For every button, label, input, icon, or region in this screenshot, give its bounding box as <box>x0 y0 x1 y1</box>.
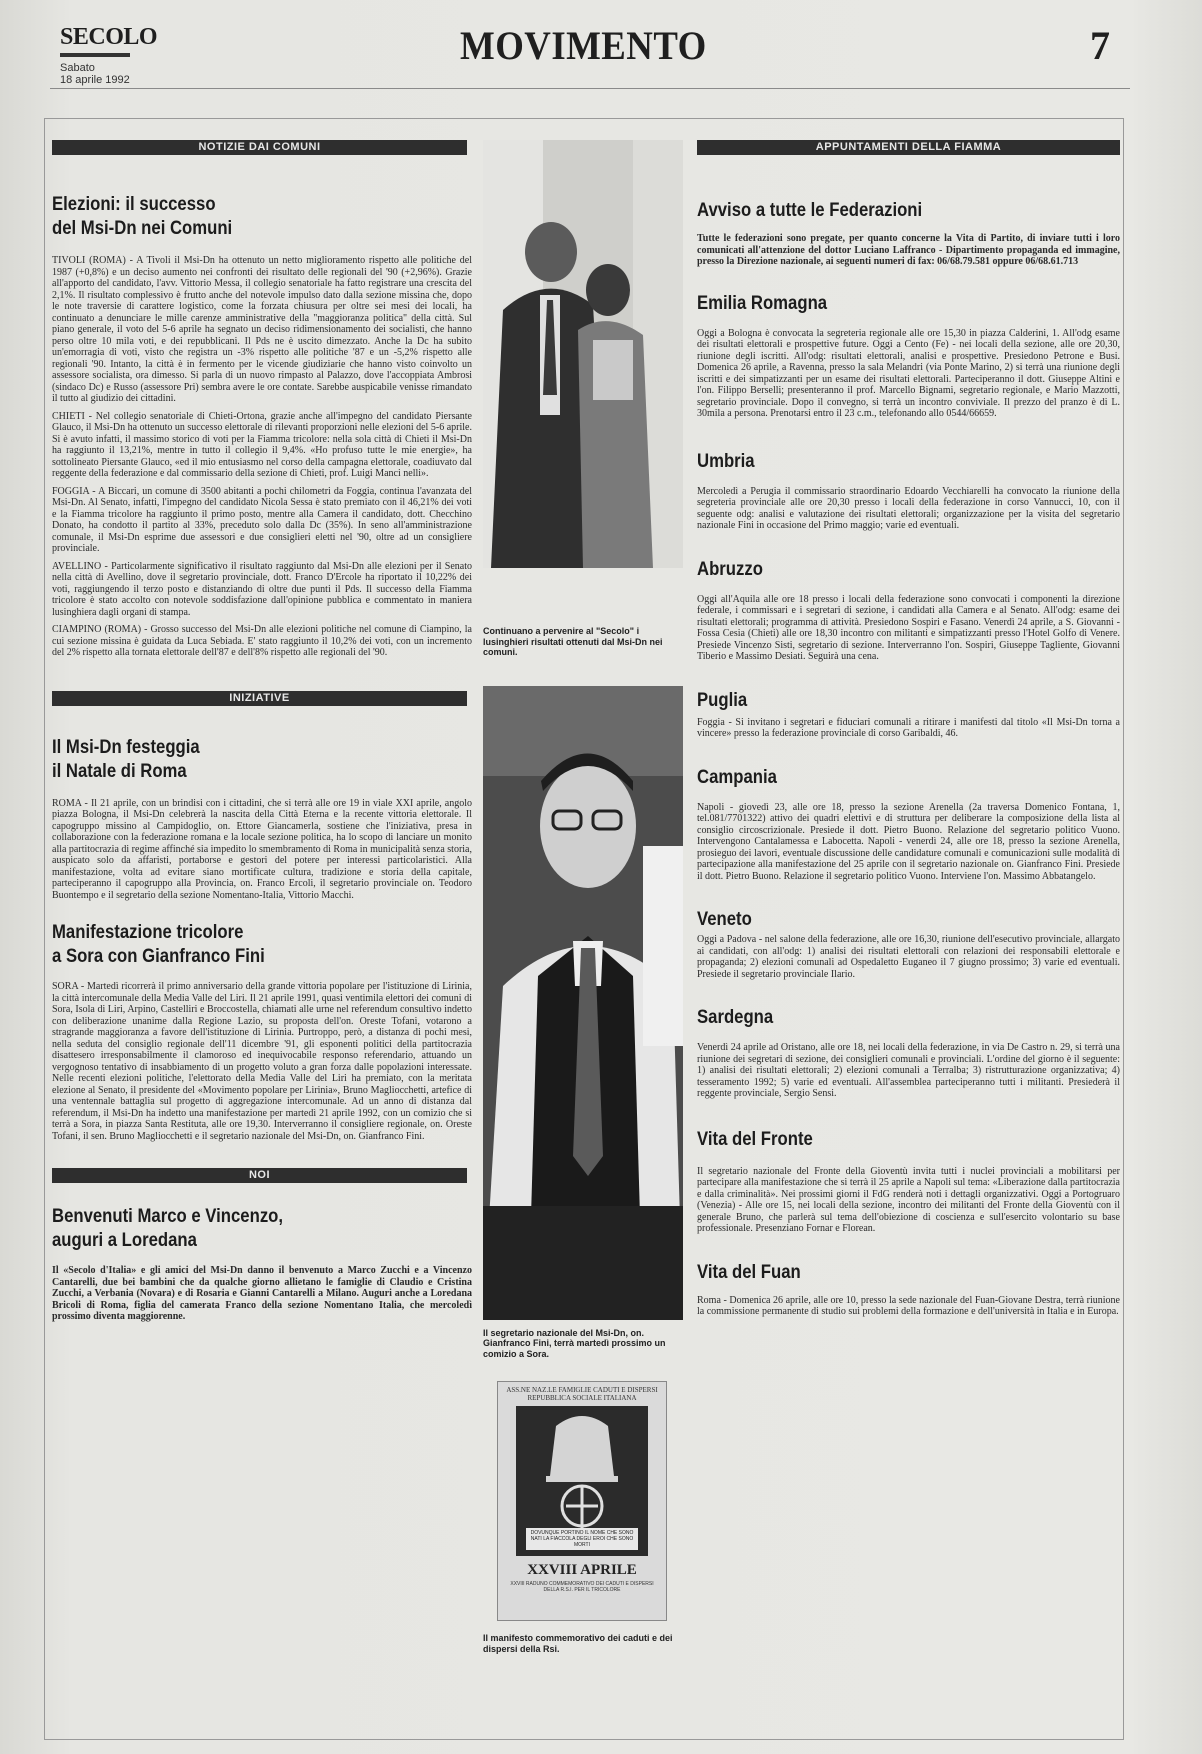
notice-title: Puglia <box>697 689 748 711</box>
headline-line2: a Sora con Gianfranco Fini <box>52 946 265 967</box>
article-sora <box>52 921 472 1142</box>
article-benvenuti <box>52 1205 472 1323</box>
poster-artwork <box>516 1406 648 1556</box>
masthead-logo: SECOLO <box>60 24 158 50</box>
notice-veneto <box>697 908 1120 980</box>
article-natale-roma <box>52 736 472 902</box>
poster-footer: XXVIII RADUNO COMMEMORATIVO DEI CADUTI E DISPERSI DELLA R.S.I. PER IL TRICOLORE <box>510 1581 654 1593</box>
page-number: 7 <box>1090 23 1110 68</box>
article-paragraph: CIAMPINO (ROMA) - Grosso successo del Msi-Dn alle elezioni politiche nel comune di Ciampino, la cui sezione missina è guidata da Luca Sebiada. E' stato raggiunto il 10,2% dei voti, con un incremento del 2% rispetto alla tornata elettorale dell'87 e dell'8% rispetto alle regionali del '90. <box>52 624 472 658</box>
masthead-day: Sabato <box>60 62 95 74</box>
notice-text: Oggi all'Aquila alle ore 18 presso i locali della federazione sono convocati i componenti la direzione federale, i commissari e i segretari di sezione, i candidati alla Camera e al Senato. All'odg: esame dei risultati elettorali; programma di attività. Presiedono Sospiri e Fasano. Venerdì 24 aprile, a S. Giovanni - Fossa Cesia (Chieti) alle ore 18,30 incontro con militanti e simpatizzanti presso l'Hotel Golfo di Venere. Presiede Vincenzo Sisti, segretario di sezione. Interverranno l'on. Sospiri, Giuseppe Tagliente, Giovanni Tiberio e Massimo Desiati. Seguirà una cena. <box>697 593 1120 662</box>
photo-couple-image <box>483 140 683 568</box>
notice-text: Il segretario nazionale del Fronte della Gioventù invita tutti i nuclei provinciali a mobilitarsi per partecipare alla manifestazione che si terrà il 25 aprile a Napoli sul tema: «Liberazione dalla partitocrazia e dalla criminalità». Nei prossimi giorni il FdG renderà noti i dettagli organizzativi. Oggi a Portogruaro (Venezia) - Alle ore 15, nei locali della sezione, incontro dei militanti del Fronte della Gioventù con il generale Bruno, che parlerà sul tema dell'obiezione di coscienza e sull'esercito volontario su base professionale. Presenziano Fornar e Florean. <box>697 1165 1120 1234</box>
section-title: MOVIMENTO <box>460 23 707 68</box>
middle-column <box>483 140 686 1740</box>
poster-header: ASS.NE NAZ.LE FAMIGLIE CADUTI E DISPERSI REPUBBLICA SOCIALE ITALIANA <box>506 1386 658 1402</box>
notice-vita-fronte <box>697 1128 1120 1235</box>
article-paragraph: Il «Secolo d'Italia» e gli amici del Msi-Dn danno il benvenuto a Marco Zucchi e a Vincenzo Cantarelli, due bei bambini che da qualche giorno allietano le famiglie di Claudio e Cristina Zucchi, a Verbania (Novara) e di Rosaria e Gianni Cantarelli a Milano. Auguri anche a Loredana Bricoli di Roma, figlia del camerata Franco della sezione Nomentano Italia, che mercoledì prossimo diventa maggiorenne. <box>52 1265 472 1322</box>
notice-campania <box>697 766 1120 883</box>
article-paragraph: SORA - Martedì ricorrerà il primo anniversario della grande vittoria popolare per l'istituzione di Lirinia, la città intercomunale della Media Valle del Liri. Il 21 aprile 1991, quasi ventimila elettori dei comuni di Sora, Isola di Liri, Arpino, Castelliri e Broccostella, chiamati alle urne nel referendum consultivo indetto con deliberazione unanime dalla Regione Lazio, su proposta dell'on. Oreste Tofani, votarono a stragrande maggioranza a favore dell'istituzione di Lirinia. Purtroppo, però, a distanza di pochi mesi, nella seduta del consiglio regionale dell'11 dicembre '91, gli esponenti politici della partitocrazia disattesero irresponsabilmente il clamoroso ed inequivocabile responso referendario, attuando un vergognoso tentativo di insabbiamento di un progetto voluto a gran forza dalle popolazioni interessate. Nelle recenti elezioni politiche, l'elettorato della Media Valle del Liri ha premiato, con la meritata elezione al Senato, il presidente del «Movimento popolare per Lirinia», Bruno Magliocchetti, artefice di una ventennale battaglia sul progetto di aggregazione intercomunale. Ad un anno di distanza dal referendum, il Msi-Dn ha indetto una manifestazione per martedì 21 aprile 1992, con un comizio che si terrà a Sora, in piazza Santa Restituta, alle ore 19,30. Interverranno il consigliere regionale, on. Oreste Tofani, il sen. Bruno Magliocchetti e il segretario nazionale del Msi-Dn, on. Gianfranco Fini. <box>52 981 472 1142</box>
notice-text: Roma - Domenica 26 aprile, alle ore 10, presso la sede nazionale del Fuan-Giovane Destra, terrà riunione la commissione permanente di studio sui problemi della formazione e dell'università in Italia e in Europa. <box>697 1294 1120 1317</box>
headline-line2: auguri a Loredana <box>52 1230 197 1251</box>
notice-title: Veneto <box>697 909 752 930</box>
notice-title: Vita del Fronte <box>697 1128 813 1150</box>
section-band-notizie: NOTIZIE DAI COMUNI <box>52 140 467 155</box>
masthead-date <box>60 62 130 86</box>
photo-caption: Il manifesto commemorativo dei caduti e dei dispersi della Rsi. <box>483 1633 673 1654</box>
headline-line2: del Msi-Dn nei Comuni <box>52 218 233 239</box>
commemorative-poster <box>497 1381 667 1621</box>
notice-sardegna <box>697 1006 1120 1100</box>
headline-line1: Benvenuti Marco e Vincenzo, <box>52 1206 284 1227</box>
headline-line1: Manifestazione tricolore <box>52 922 244 943</box>
masthead-logo-bar <box>60 53 130 57</box>
notice-title: Abruzzo <box>697 558 763 580</box>
notice-title: Avviso a tutte le Federazioni <box>697 200 923 221</box>
article-paragraph: FOGGIA - A Biccari, un comune di 3500 abitanti a pochi chilometri da Foggia, continua l'avanzata del Msi-Dn. Al Senato, infatti, l'impegno del candidato Nicola Sessa è stato premiato con il 46,21% dei voti e la Fiamma tricolore ha raggiunto il primo posto, mentre alla Camera il candidato, dott. Checchino Donato, ha condotto il partito al 33%, preceduto solo dalla Dc (35%). In seno all'amministrazione comunale, il Msi-Dn esprime due assessori e due consiglieri eletti nel '90, oltre ad un consigliere provinciale. <box>52 485 472 554</box>
notice-title: Campania <box>697 766 777 788</box>
section-band-iniziative: INIZIATIVE <box>52 691 467 706</box>
notice-title: Emilia Romagna <box>697 292 828 314</box>
right-column <box>697 140 1120 1740</box>
section-band-appuntamenti: APPUNTAMENTI DELLA FIAMMA <box>697 140 1120 155</box>
notice-vita-fuan <box>697 1261 1120 1318</box>
notice-text: Venerdì 24 aprile ad Oristano, alle ore 18, nei locali della federazione, in via De Castro n. 29, si terrà una riunione dei segretari di sezione, dei consiglieri comunali e provinciali. L'ordine del giorno è il seguente: 1) analisi dei risultati elettorali; 2) elezioni comunali a Terralba; 3) ristrutturazione organizzativa; 4) tesseramento 1992; 5) varie ed eventuali. All'assemblea parteciperanno tutti i militanti. Presiederà il reggente provinciale, Sergio Sensi. <box>697 1042 1120 1099</box>
notice-emilia-romagna <box>697 292 1120 420</box>
notice-federazioni <box>697 199 1120 268</box>
notice-text: Tutte le federazioni sono pregate, per quanto concerne la Vita di Partito, di inviare tutti i loro comunicati all'attenzione del dottor Luciano Laffranco - Dipartimento propaganda ed immagine, presso la Direzione nazionale, ai seguenti numeri di fax: 06/68.79.581 oppure 06/68.61.713 <box>697 233 1120 267</box>
notice-title: Vita del Fuan <box>697 1261 801 1283</box>
left-column <box>52 140 472 1740</box>
article-paragraph: TIVOLI (ROMA) - A Tivoli il Msi-Dn ha ottenuto un netto miglioramento rispetto alle politiche del 1987 (+0,8%) e un deciso aumento nei confronti dei risultato delle regionali del '90 (+2,96%). Grazie all'apporto del candidato, l'avv. Vittorio Messa, il collegio senatoriale ha fatto registrare una crescita del 2,1%. Il risultato complessivo è frutto anche del notevole impulso dato dalla sezione missina che, dopo le note traversie di carattere logistico, come la forzata chiusura per oltre sei mesi dei locali, ha continuato a denunciare le mille carenze amministrative della "maggioranza politica" della città. Sul piano generale, il voto del 5-6 aprile ha segnato un deciso ridimensionamento dei socialisti, che hanno perso oltre 10 mila voti, e dei repubblicani. Il Pds ne è uscito dimezzato. Anche la Dc ha subito un'emorragia di voti, visto che registra un -3% rispetto alle politiche '87 e un -5,2% rispetto alle regionali '90. Intanto, la città è in fermento per le vicende giudiziarie che hanno visto coinvolto un assessore socialista, ora dimesso. Si parla di un nuovo rimpasto al Palazzo, dove l'accoppiata Ambrosi (sindaco Dc) e Russo (assessore Pri) sembra avere le ore contate. Sarebbe auspicabile venisse rimandato il tutto al giudizio dei cittadini. <box>52 255 472 404</box>
article-paragraph: ROMA - Il 21 aprile, con un brindisi con i cittadini, che si terrà alle ore 19 in viale XXI aprile, angolo piazza Bologna, il Msi-Dn celebrerà la nascita della Città Eterna e la recente vittoria elettorale. Il capogruppo missino al Campidoglio, on. Ettore Giancamerla, sostiene che l'iniziativa, presa in collaborazione con la federazione romana e la locale sezione politica, ha lo scopo di lanciare un monito alla partitocrazia di regime affinché sia impedito lo smembramento di Roma in municipalità senza storia, auspicato solo da affaristi, portaborse e gestori del potere per interessi particolaristici. Alla manifestazione, volta ad evitare siano mortificate cultura, tradizione e storia della capitale, parteciperanno il capogruppo alla Provincia, on. Franco Ercoli, il segretario provinciale on. Teodoro Buontempo e il segretario della sezione Nomentano-Italia, Vittorio Macchi. <box>52 797 472 901</box>
notice-title: Umbria <box>697 450 755 472</box>
article-elezioni <box>52 193 472 659</box>
notice-abruzzo <box>697 558 1120 663</box>
poster-motto: DOVUNQUE PORTINO IL NOME CHE SONO NATI LA FIACCOLA DEGLI EROI CHE SONO MORTI <box>526 1528 638 1550</box>
headline-line2: il Natale di Roma <box>52 760 187 782</box>
notice-umbria <box>697 450 1120 532</box>
masthead-rule <box>50 88 1130 89</box>
notice-text: Foggia - Si invitano i segretari e fiduciari comunali a ritirare i manifesti dal titolo «Il Msi-Dn torna a vincere» presso la federazione provinciale di corso Garibaldi, 46. <box>697 716 1120 739</box>
notice-text: Napoli - giovedì 23, alle ore 18, presso la sezione Arenella (2a traversa Domenico Fontana, 1, tel.081/7701322) attivo dei quadri elettivi e di struttura per deliberare la composizione della lista al consiglio circoscrizionale. Presiede il dott. Pietro Buono. Relazione del segretario politico Vuono. Intervengono Cantalamessa e Labocetta. Napoli - venerdì 24, alle ore 18, presso la sezione Arenella, prosieguo dei lavori, eventuale discussione delle candidature comunali e comunicazioni sulle modalità di partecipazione alla manifestazione del 25 aprile con il segretario nazionale on. Gianfranco Fini. Presiede il dott. Pietro Buono. Relazione il segretario politico Vuono. Interviene l'on. Massimo Abbatangelo. <box>697 801 1120 882</box>
poster-title: XXVIII APRILE <box>527 1562 637 1578</box>
notice-text: Oggi a Bologna è convocata la segreteria regionale alle ore 15,30 in piazza Calderini, 1. All'odg esame dei risultati elettorali e prospettive future. Oggi a Cento (Fe) - nei locali della sezione, alle ore 20,30, riunione degli iscritti. All'odg: risultati elettorali, analisi e prospettive. Presiedono Petrone e Busi. Domenica 26 aprile, a Ravenna, presso la sala Melandri (via Ponte Marino, 2) si terrà una riunione degli iscritti e dei simpatizzanti per un esame dei risultati elettorali. Parteciperanno il dott. Giuseppe Altini e l'on. Filippo Berselli; presenteranno il prof. Marcello Bignami, segretario regionale, e Mario Mazzotti, segretario provinciale. Dopo il convegno, si terrà un incontro conviviale. Il prezzo del pranzo è di L. 30mila a persona. Prenotarsi entro il 23 c.m., telefonando allo 0544/66659. <box>697 327 1120 419</box>
notice-puglia <box>697 689 1120 740</box>
headline-line1: Il Msi-Dn festeggia <box>52 736 200 758</box>
photo-fini <box>483 686 683 1320</box>
photo-caption: Continuano a pervenire al "Secolo" i lusinghieri risultati ottenuti dal Msi-Dn nei comuni. <box>483 626 663 657</box>
article-paragraph: AVELLINO - Particolarmente significativo il risultato raggiunto dal Msi-Dn alle elezioni per il Senato nella città di Avellino, dove il segretario provinciale, dott. Franco D'Ercole ha riportato il 10,22% dei voti, raggiungendo il terzo posto e distanziando di oltre due punti il Pds. Il successo della Fiamma tricolore è stato accolto con notevole soddisfazione dall'opinione pubblica e commentato in maniera lusinghiera dagli organi di stampa. <box>52 560 472 618</box>
photo-caption: Il segretario nazionale del Msi-Dn, on. Gianfranco Fini, terrà martedì prossimo un comizio a Sora. <box>483 1327 666 1359</box>
article-paragraph: CHIETI - Nel collegio senatoriale di Chieti-Ortona, grazie anche all'impegno del candidato Piersante Glauco, il Msi-Dn ha ottenuto un successo elettorale di rilevanti proporzioni nelle elezioni del 5-6 aprile. Si è avuto infatti, il massimo storico di voti per la Fiamma tricolore: nella sola città di Chieti il Msi-Dn ha raggiunto il 13,21%, mentre in tutto il collegio il 9,4%. «Ho profuso tutte le mie energie», ha sottolineato Piersante Glauco, «ed il mio entusiasmo nel corso della campagna elettorale, coadiuvato dal reggente della federazione e dal commissario della sezione di Chieti, prof. Luigi Manci nelli». <box>52 410 472 479</box>
notice-text: Mercoledì a Perugia il commissario straordinario Edoardo Vecchiarelli ha convocato la riunione della segreteria provinciale alle ore 20,30 presso i locali della federazione in corso Vannucci, 10, con il seguente odg: analisi e valutazione dei risultati elettorali; organizzazione per la visita del segretario nazionale Fini in occasione del Primo maggio; varie ed eventuali. <box>697 485 1120 531</box>
notice-text: Oggi a Padova - nel salone della federazione, alle ore 16,30, riunione dell'esecutivo provinciale, allargato ai candidati, con all'odg: 1) analisi dei risultati elettorali con relazioni dei responsabili elettorale e propaganda; 2) elezioni comunali ad Ospedaletto Euganeo il 7 giugno prossimo; 3) varie ed eventuali. Presiede il segretario provinciale Ilario. <box>697 934 1120 980</box>
notice-title: Sardegna <box>697 1007 774 1028</box>
section-band-noi: NOI <box>52 1168 467 1183</box>
photo-fini-image <box>483 686 683 1320</box>
masthead-full-date: 18 aprile 1992 <box>60 74 130 86</box>
photo-couple <box>483 140 683 568</box>
headline-line1: Elezioni: il successo <box>52 194 216 215</box>
